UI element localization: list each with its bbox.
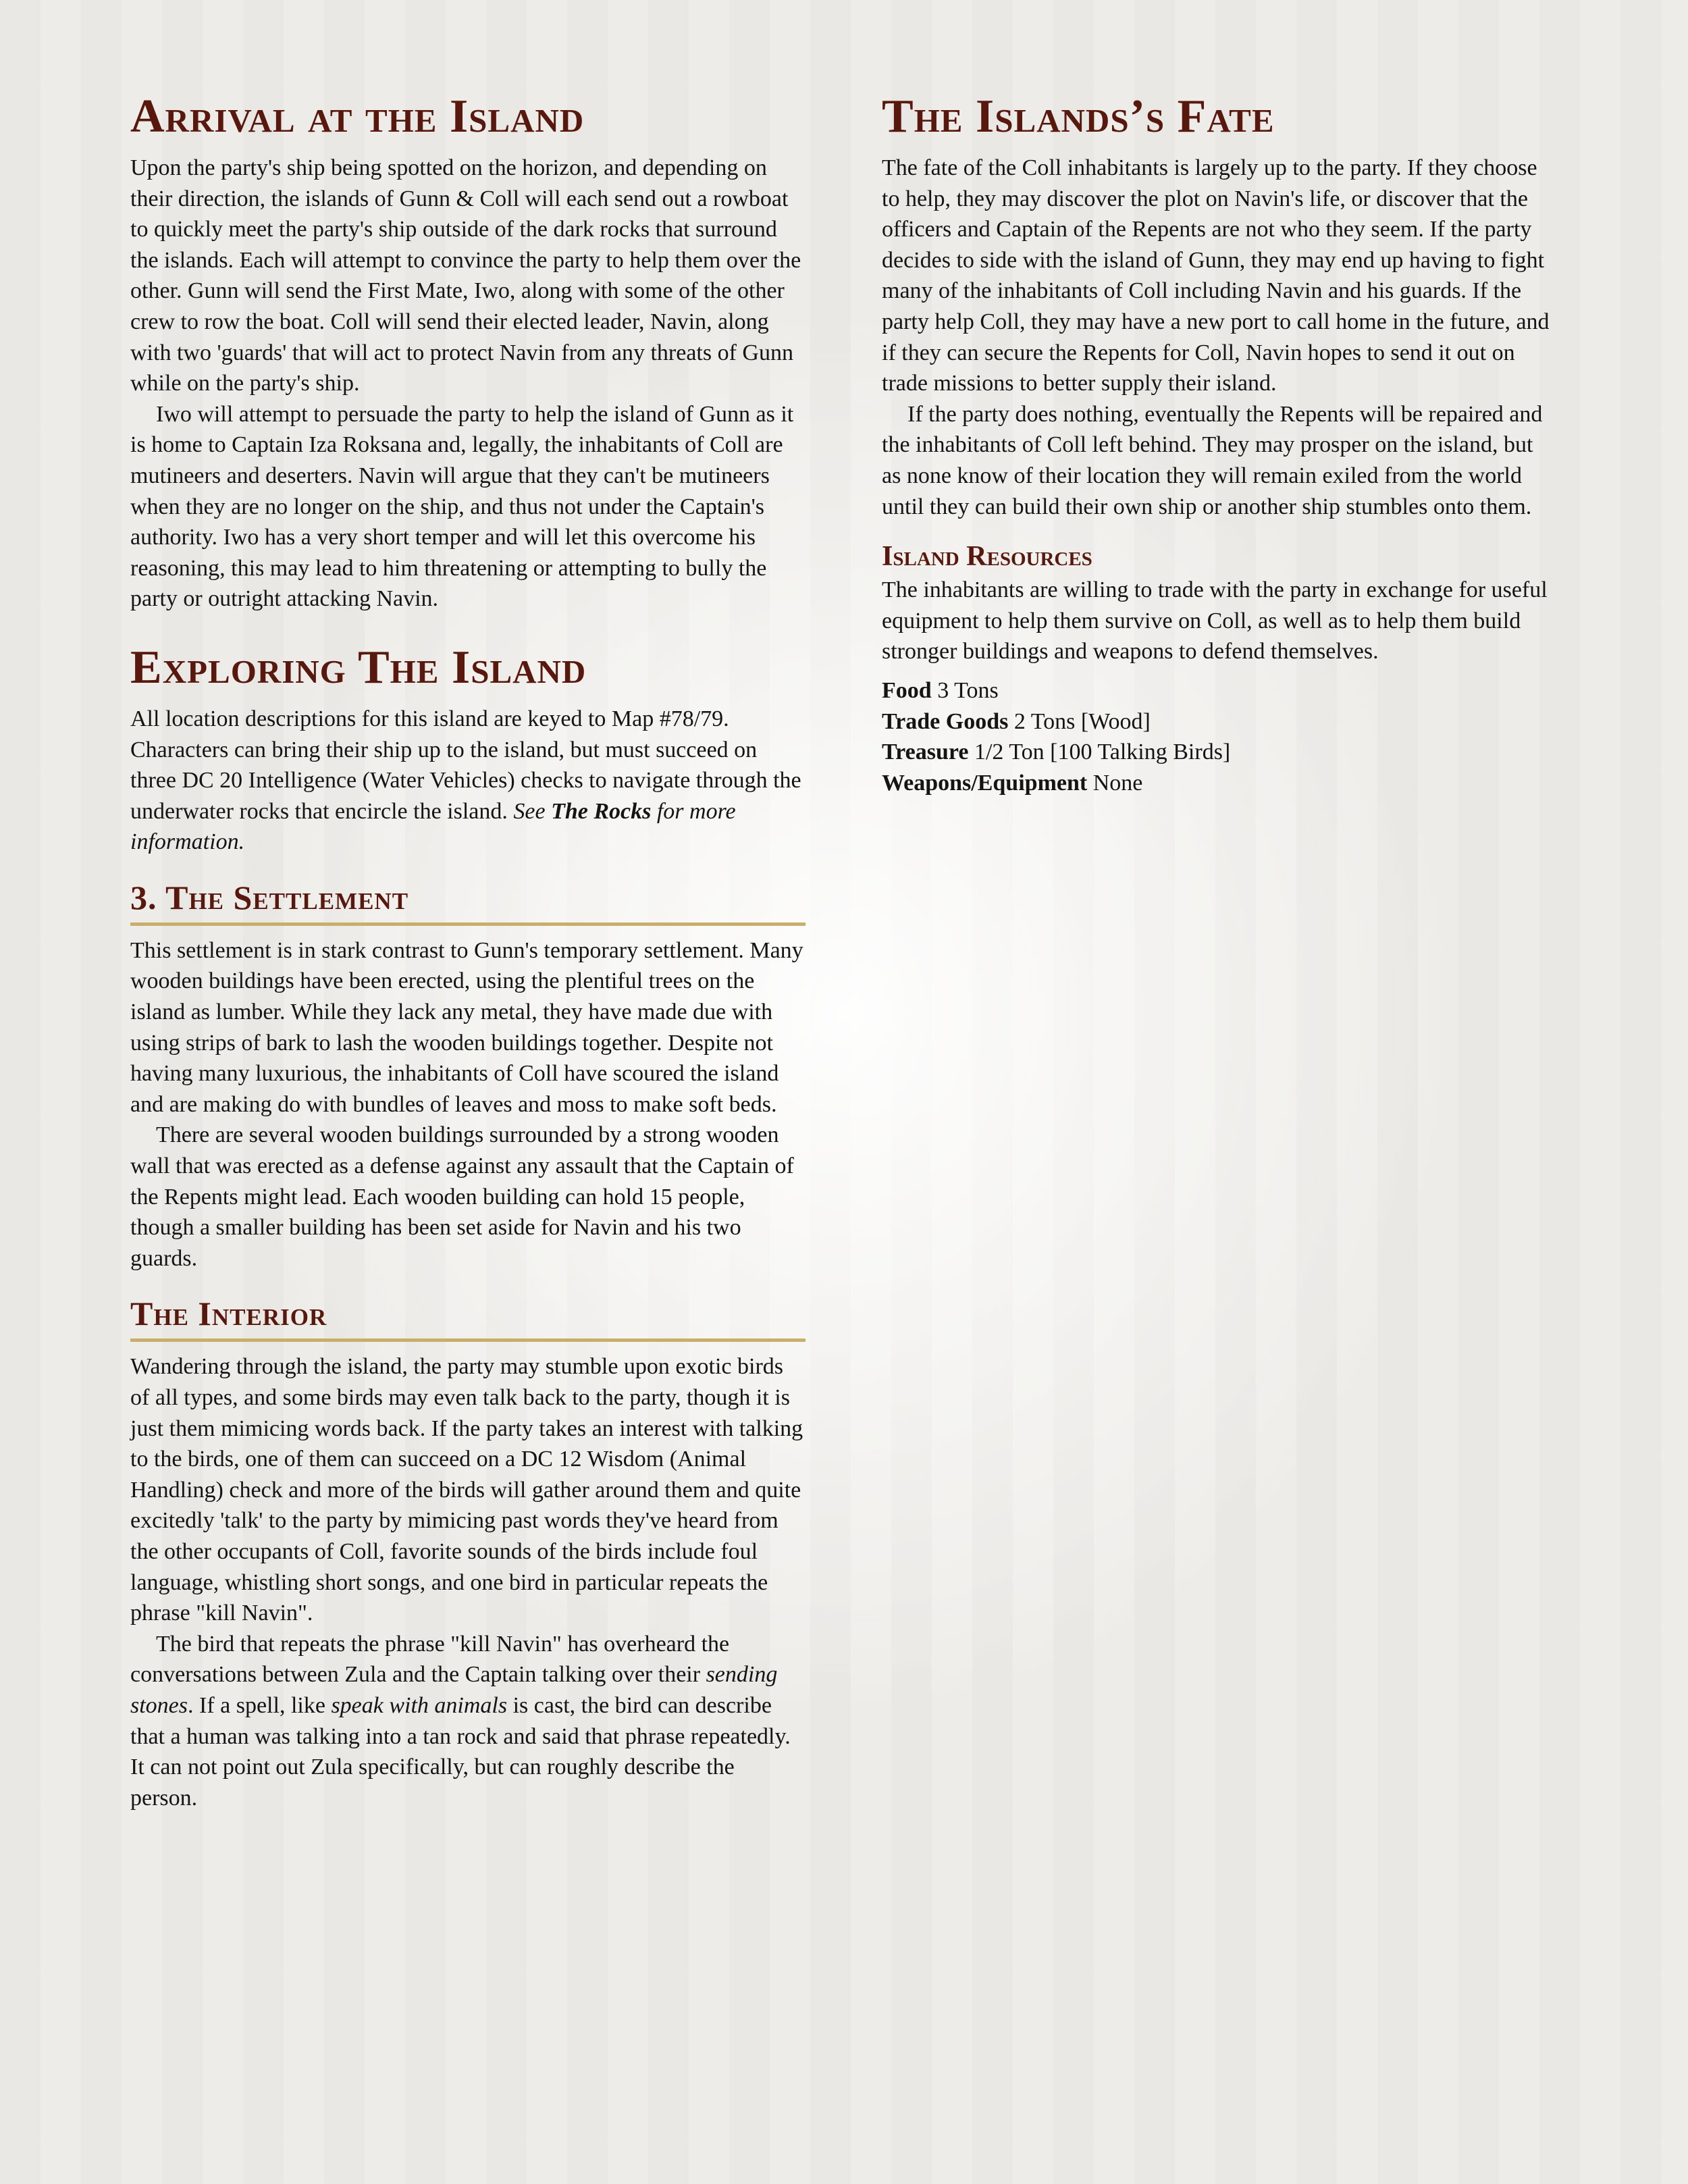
resource-label: Treasure [882,739,969,765]
heading-arrival: Arrival at the Island [130,90,585,142]
right-column [882,86,1557,798]
spacer [882,667,1557,675]
heading-settlement: 3. The Settlement [130,877,806,926]
fate-paragraph-1: The fate of the Coll inhabitants is largely up to the party. If they choose to help, they may discover the plot on Navin's life, or discover that the officers and Captain of the Repents are not who they seem. If the party decides to side with the island of Gunn, they may end up having to fight many of the inhabitants of Coll including Navin and his guards. If the party help Coll, they may have a new port to call home in the future, and if they can secure the Repents for Coll, Navin hopes to send it out on trade missions to better supply their island. [882,155,1550,396]
arrival-paragraph-1: Upon the party's ship being spotted on the horizon, and depending on their direction, the islands of Gunn & Coll will each send out a rowboat to quickly meet the party's ship outside of the dark rocks that surround the islands. Each will attempt to convince the party to help them over the other. Gunn will send the First Mate, Iwo, along with some of the other crew to row the boat. Coll will send their elected leader, Navin, along with two 'guards' that will act to protect Navin from any threats of Gunn while on the party's ship. [130,155,801,396]
the-rocks-reference: The Rocks [551,798,652,824]
resource-food [882,675,1557,706]
heading-exploring: Exploring The Island [130,641,587,694]
settlement-paragraph-2: There are several wooden buildings surrounded by a strong wooden wall that was erected as a defense against any assault that the Captain of the Repents might lead. Each wooden building can hold 15 people, though a smaller building has been set aside for Navin and his two guards. [130,1122,794,1271]
interior-text-b: . If a spell, like [188,1692,332,1718]
left-column [130,86,806,1813]
fate-paragraph-2: If the party does nothing, eventually the Repents will be repaired and the inhabitants of Coll left behind. They may prosper on the island, but as none know of their location they will remain exiled from the world until they can build their own ship or another ship stumbles onto them. [882,401,1543,519]
exploring-paragraph-1 [130,704,806,858]
speak-with-animals-term: speak with animals [331,1692,508,1718]
resource-value: 1/2 Ton [100 Talking Birds] [968,739,1231,765]
resources-paragraph-1: The inhabitants are willing to trade with the party in exchange for useful equipment to help them survive on Coll, as well as to help them build stronger buildings and weapons to defend themselves. [882,577,1548,665]
interior-paragraph-1: Wandering through the island, the party may stumble upon exotic birds of all types, and some birds may even talk back to the party, though it is just them mimicing words back. If the party takes an interest with talking to the birds, one of them can succeed on a DC 12 Wisdom (Animal Handling) check and more of the birds will gather around them and quite excitedly 'talk' to the party by mimicing past words they've heard from the other occupants of Coll, favorite sounds of the birds include foul language, whistling short songs, and one bird in particular repeats the phrase "kill Navin". [130,1354,803,1626]
resource-value: 3 Tons [931,677,999,703]
interior-paragraph-2 [130,1629,806,1814]
resource-value: 2 Tons [Wood] [1008,708,1151,734]
heading-resources: Island Resources [882,541,1092,573]
resource-value: None [1087,770,1143,796]
interior-text-c: is cast, the bird can describe that a human was talking into a tan rock and said that phrase repeatedly. It can not point out Zula specifically, but can roughly describe the person. [130,1692,791,1811]
resource-trade-goods [882,706,1557,737]
see-text: See [513,798,552,824]
heading-interior: The Interior [130,1293,806,1342]
arrival-paragraph-2: Iwo will attempt to persuade the party to help the island of Gunn as it is home to Captain Iza Roksana and, legally, the inhabitants of Coll are mutineers and deserters. Navin will argue that they can't be mutineers when they are no longer on the ship, and thus not under the Captain's authority. Iwo has a very short temper and will let this overcome his reasoning, this may lead to him threatening or attempting to bully the party or outright attacking Navin. [130,401,794,612]
settlement-paragraph-1: This settlement is in stark contrast to Gunn's temporary settlement. Many wooden buildings have been erected, using the plentiful trees on the island as lumber. While they lack any metal, they have made due with using strips of bark to lash the wooden buildings together. Despite not having many luxurious, the inhabitants of Coll have scoured the island and are making do with bundles of leaves and moss to make soft beds. [130,937,803,1117]
interior-text-a: The bird that repeats the phrase "kill Navin" has overheard the conversations between Zula and the Captain talking over their [130,1631,730,1688]
resource-label: Food [882,677,932,703]
heading-fate: The Islands’s Fate [882,90,1275,142]
resource-treasure [882,737,1557,768]
resource-weapons [882,768,1557,799]
resource-label: Weapons/Equipment [882,770,1088,796]
sending-stones-term: sending stones [130,1662,778,1718]
exploring-text: All location descriptions for this island are keyed to Map #78/79. Characters can bring their ship up to the island, but must succeed on three DC 20 Intelligence (Water Vehicles) checks to navigate through the underwater rocks that encircle the island. [130,706,801,824]
resource-label: Trade Goods [882,708,1009,734]
more-info-text: for more information. [130,798,736,855]
